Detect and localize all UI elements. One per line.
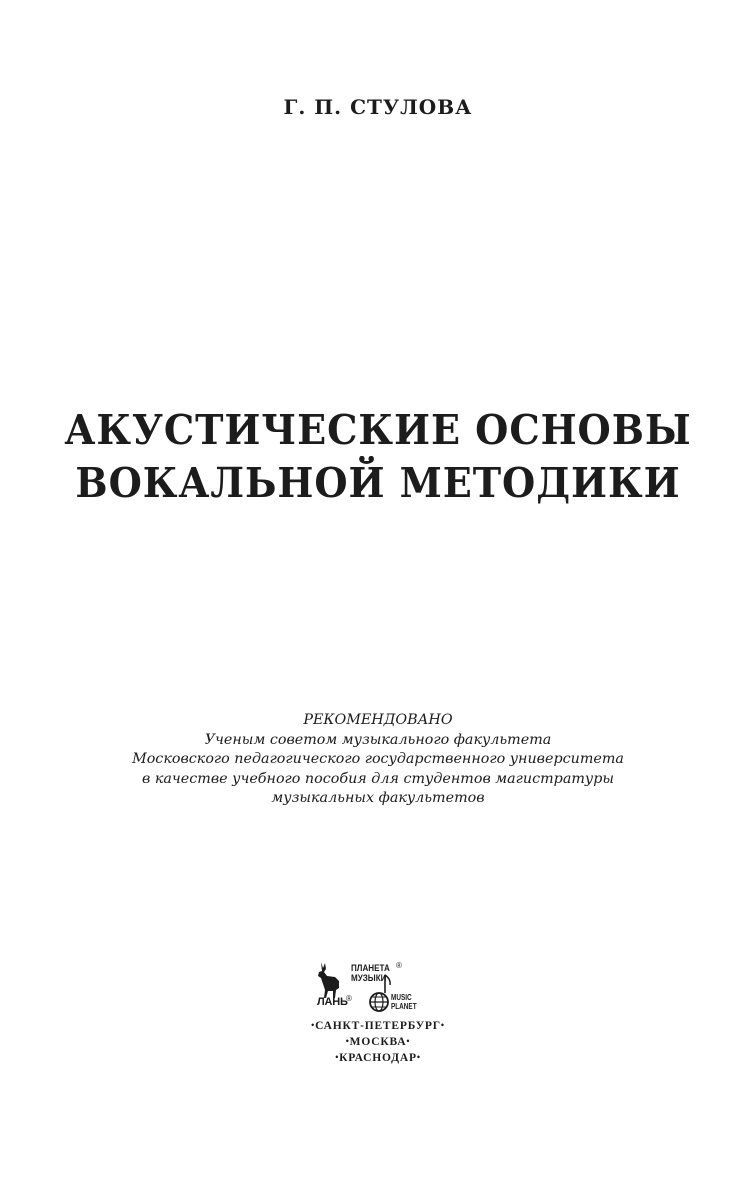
music-planet-line-1: MUSIC	[391, 993, 412, 1002]
planeta-line-2: МУЗЫКИ	[351, 973, 387, 984]
publisher-logos	[283, 956, 473, 1016]
lan-logo-text: ЛАНЬ	[317, 996, 348, 1008]
separator-dot: •	[311, 1020, 316, 1030]
book-title	[0, 404, 756, 510]
separator-dot: •	[345, 1036, 350, 1046]
city-name: КРАСНОДАР	[339, 1052, 417, 1064]
registered-mark: ®	[346, 994, 352, 1003]
city-name: САНКТ-ПЕТЕРБУРГ	[315, 1020, 441, 1032]
separator-dot: •	[335, 1052, 340, 1062]
city-line	[283, 1018, 473, 1034]
book-title-line-2: ВОКАЛЬНОЙ МЕТОДИКИ	[75, 459, 681, 507]
city-name: МОСКВА	[349, 1036, 407, 1048]
book-title-line-1: АКУСТИЧЕСКИЕ ОСНОВЫ	[64, 406, 692, 454]
publisher-cities	[283, 1018, 473, 1066]
separator-dot: •	[406, 1036, 411, 1046]
recommendation-line: Московского педагогического государственного университета	[132, 751, 624, 767]
separator-dot: •	[416, 1052, 421, 1062]
registered-mark: ®	[396, 961, 402, 970]
planeta-line-1: ПЛАНЕТА	[351, 963, 390, 974]
recommendation-line: Ученым советом музыкального факультета	[204, 731, 552, 748]
recommendation-block	[0, 711, 756, 809]
publisher-block	[283, 956, 473, 1064]
author-name: Г. П. СТУЛОВА	[283, 95, 473, 119]
recommendation-line: в качестве учебного пособия для студентов магистратуры	[141, 770, 615, 787]
music-planet-logo	[391, 993, 417, 1011]
city-line	[283, 1034, 473, 1050]
music-planet-line-2: PLANET	[391, 1002, 417, 1011]
separator-dot: •	[440, 1020, 445, 1030]
recommendation-line: музыкальных факультетов	[271, 790, 485, 806]
recommendation-heading: РЕКОМЕНДОВАНО	[303, 712, 453, 728]
city-line	[283, 1050, 473, 1066]
